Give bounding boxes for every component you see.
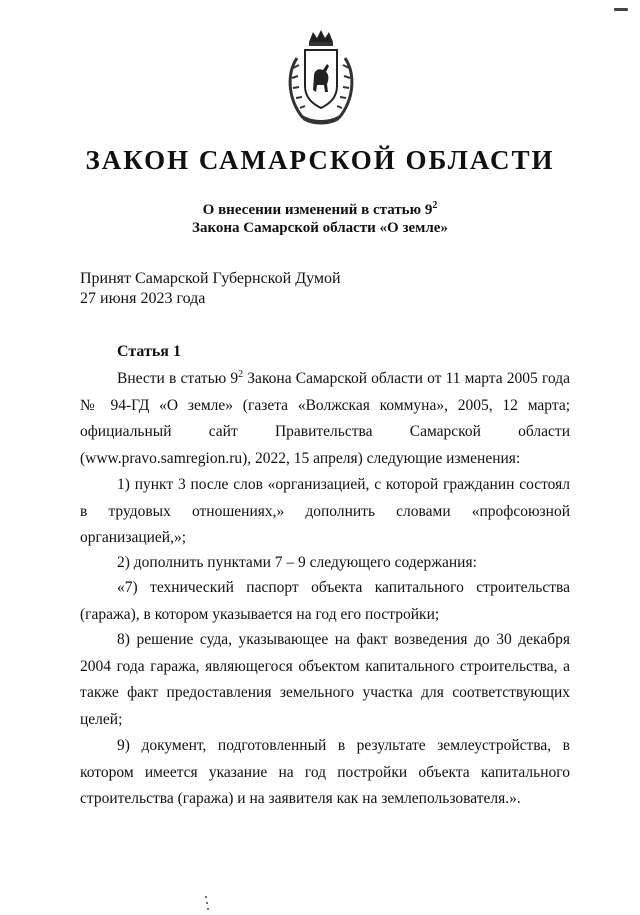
scan-speck	[207, 908, 209, 910]
point-8-text: 8) решение суда, указывающее на факт возведения до 30 декабря 2004 года гаража, являющегося объектом капитального строительства, а также факт предоставления земельного участка для соответствующих целей;	[80, 631, 570, 728]
new-point-8	[80, 627, 570, 733]
samara-coat-of-arms-icon	[283, 28, 359, 128]
subtitle-text: О внесении изменений в статью 9	[202, 202, 433, 218]
new-point-9	[80, 733, 570, 813]
law-title: ЗАКОН САМАРСКОЙ ОБЛАСТИ	[85, 145, 555, 175]
adopted-by: Принят Самарской Губернской Думой	[80, 270, 341, 287]
intro-superscript: 2	[238, 368, 244, 380]
new-point-7	[80, 575, 570, 628]
scan-speck	[205, 896, 207, 898]
scan-speck	[206, 902, 208, 904]
item-1-text: 1) пункт 3 после слов «организацией, с которой гражданин состоял в трудовых отношениях,» дополнить словами «профсоюзной организацией,»;	[80, 476, 570, 546]
intro-text: Внести в статью 9	[117, 370, 239, 387]
adoption-date: 27 июня 2023 года	[80, 290, 206, 307]
item-2-text: 2) дополнить пунктами 7 – 9 следующего содержания:	[117, 554, 477, 571]
amendment-item-2	[80, 550, 570, 577]
scan-speck	[614, 8, 628, 11]
point-9-text: 9) документ, подготовленный в результате землеустройства, в котором имеется указание на год постройки объекта капитального строительства (гаража) и на заявителя как на землепользователя.».	[80, 737, 570, 807]
law-subtitle-line-1	[0, 200, 640, 219]
intro-rest-text: Закона Самарской области от 11 марта 2005 года № 94-ГД «О земле» (газета «Волжская коммуна», 2005, 12 марта; официальный сайт Правительства Самарской области (www.pravo.samregion.ru), 2022, 15 апреля) следующие изменения:	[80, 370, 570, 467]
article-intro-paragraph	[80, 366, 570, 472]
article-title: Статья 1	[117, 343, 181, 360]
point-7-text: «7) технический паспорт объекта капитального строительства (гаража), в котором указывается на год его постройки;	[80, 579, 570, 623]
subtitle-superscript: 2	[432, 200, 438, 211]
amendment-item-1	[80, 472, 570, 552]
law-subtitle-line-2: Закона Самарской области «О земле»	[192, 220, 448, 236]
